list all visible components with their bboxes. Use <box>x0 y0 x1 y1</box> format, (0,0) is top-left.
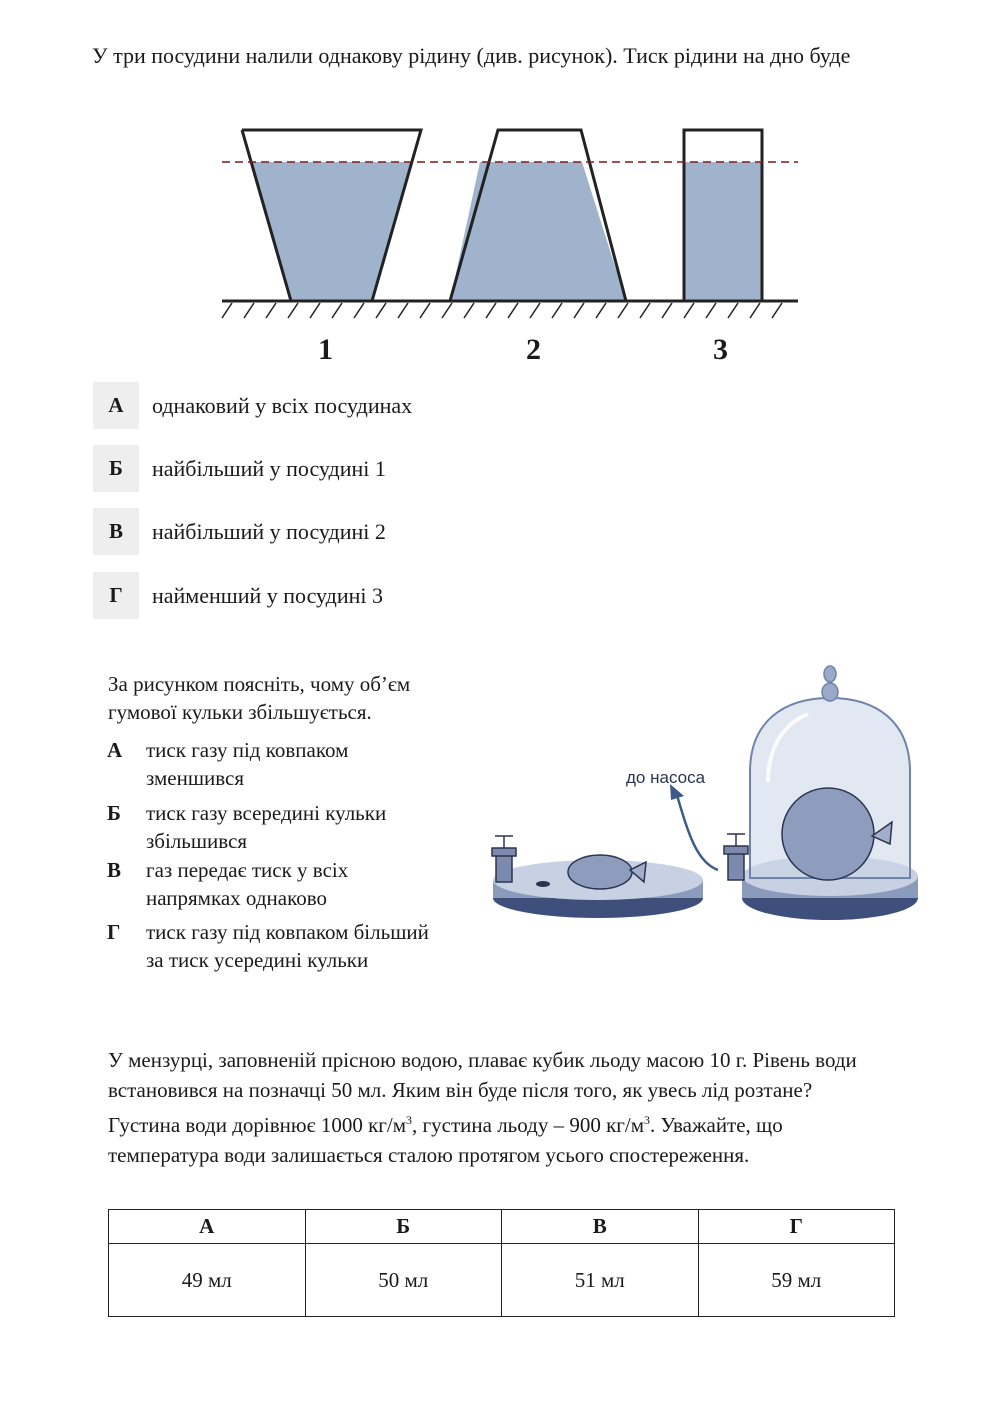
ground-hatching <box>222 303 782 318</box>
q1-option-b-text[interactable]: найбільший у посудині 1 <box>152 456 386 481</box>
q3-text-part2: , густина льоду – 900 кг/м <box>412 1113 645 1137</box>
q2-option-d-letter[interactable]: Г <box>107 920 121 944</box>
vessel-label-2: 2 <box>526 333 541 366</box>
answer-cell-a[interactable]: 49 мл <box>109 1244 306 1317</box>
q2-option-a-text[interactable]: тиск газу під ковпаком зменшився <box>146 738 349 790</box>
q1-option-a-letter[interactable]: А <box>93 382 139 429</box>
vessel-1-liquid <box>251 162 413 301</box>
q1-option-a-text[interactable]: однаковий у всіх посудинах <box>152 393 413 418</box>
answer-header-row <box>109 1210 895 1244</box>
answer-header-a: А <box>109 1210 306 1244</box>
q1-question: У три посудини налили однакову рідину (див. рисунок). Тиск рідини на дно буде <box>92 43 851 68</box>
q3-question <box>108 1045 868 1170</box>
q3-sup1: 3 <box>406 1113 413 1127</box>
q1-option-c-text[interactable]: найбільший у посудині 2 <box>152 519 386 544</box>
pump-label: до насоса <box>626 768 706 787</box>
q2-option-c-text[interactable]: газ передає тиск у всіх напрямках однаково <box>146 858 349 910</box>
q2-option-b-text[interactable]: тиск газу всередині кульки збільшився <box>146 801 387 853</box>
q3-answer-table <box>108 1209 895 1317</box>
vessel-label-3: 3 <box>713 333 728 366</box>
vessel-3-liquid <box>684 162 762 301</box>
answer-value-row <box>109 1244 895 1317</box>
q2-option-c-letter[interactable]: В <box>107 858 122 882</box>
vacuum-bell-figure <box>478 662 928 942</box>
q1-option-d-letter[interactable]: Г <box>93 572 139 619</box>
q1-option-d-text[interactable]: найменший у посудині 3 <box>152 583 384 608</box>
answer-cell-b[interactable]: 50 мл <box>305 1244 502 1317</box>
q1-option-c-letter[interactable]: В <box>93 508 139 555</box>
q3-sup2: 3 <box>644 1113 651 1127</box>
q1-option-b-letter[interactable]: Б <box>93 445 139 492</box>
answer-header-c: В <box>502 1210 699 1244</box>
answer-header-b: Б <box>305 1210 502 1244</box>
answer-cell-d[interactable]: 59 мл <box>698 1244 895 1317</box>
q2-option-d-text[interactable]: тиск газу під ковпаком більший за тиск усередині кульки <box>146 920 429 972</box>
q2-question: За рисунком поясніть, чому об’єм гумової кульки збільшується. <box>108 672 411 724</box>
q2-option-b-letter[interactable]: Б <box>107 801 121 825</box>
q3-text-part1: У мензурці, заповненій прісною водою, плаває кубик льоду масою 10 г. Рівень води встановився на позначці 50 мл. Яким він буде після того, як увесь лід розтане? Густина води дорівнює 1000 кг/м <box>108 1048 857 1137</box>
answer-header-d: Г <box>698 1210 895 1244</box>
q3-text-part3: . Уважайте, що температура води залишається сталою протягом усього спостереження. <box>108 1113 783 1167</box>
vessel-2-liquid <box>450 162 626 301</box>
vessel-label-1: 1 <box>318 333 333 366</box>
answer-cell-c[interactable]: 51 мл <box>502 1244 699 1317</box>
q2-option-a-letter[interactable]: А <box>107 738 123 762</box>
